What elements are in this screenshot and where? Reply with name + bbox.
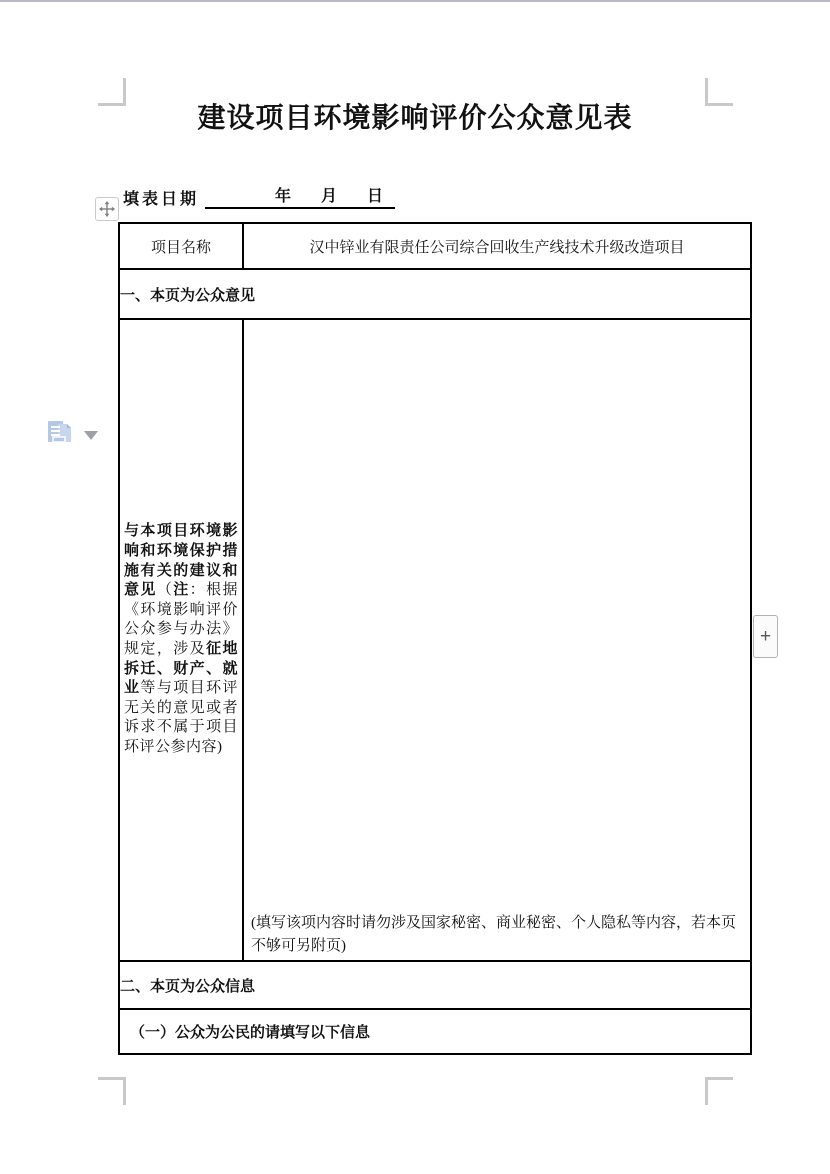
section2-subtitle: （一）公众为公民的请填写以下信息 bbox=[119, 1009, 751, 1054]
opinion-row bbox=[119, 319, 751, 961]
margin-mark-bottom-right bbox=[705, 1077, 733, 1105]
insert-row-plus-button[interactable]: + bbox=[753, 615, 778, 658]
fill-date-line bbox=[123, 186, 395, 209]
project-name-label-cell: 项目名称 bbox=[119, 223, 243, 269]
table-move-icon bbox=[99, 201, 115, 217]
fill-date-day: 日 bbox=[367, 188, 384, 205]
fill-date-label: 填表日期 bbox=[123, 191, 200, 208]
section2-row bbox=[119, 961, 751, 1009]
project-name-row bbox=[119, 223, 751, 269]
margin-mark-bottom-left bbox=[98, 1077, 126, 1105]
table-move-handle[interactable] bbox=[95, 197, 119, 221]
opinion-input-cell[interactable] bbox=[243, 319, 751, 961]
document-title: 建设项目环境影响评价公众意见表 bbox=[197, 103, 633, 134]
paste-options-icon bbox=[44, 418, 76, 450]
window-top-edge bbox=[0, 0, 830, 2]
opinion-label-text: 与本项目环境影响和环境保护措施有关的建议和意见（注：根据《环境影响评价公众参与办法》规定，涉及征地拆迁、财产、就业等与项目环评无关的意见或者诉求不属于项目环评公参内容) bbox=[124, 523, 238, 755]
section1-row bbox=[119, 269, 751, 319]
fill-date-blank[interactable] bbox=[205, 186, 395, 209]
section1-title: 一、本页为公众意见 bbox=[119, 269, 751, 319]
section2-sub-row bbox=[119, 1009, 751, 1054]
opinion-form-table bbox=[118, 222, 752, 1055]
project-name-value-cell: 汉中锌业有限责任公司综合回收生产线技术升级改造项目 bbox=[243, 223, 751, 269]
fill-date-year: 年 bbox=[274, 188, 291, 205]
paste-options-button[interactable] bbox=[44, 418, 76, 450]
opinion-note: (填写该项内容时请勿涉及国家秘密、商业秘密、个人隐私等内容，若本页不够可另附页) bbox=[251, 915, 736, 954]
opinion-input-area[interactable] bbox=[244, 320, 750, 960]
opinion-label-cell bbox=[119, 319, 243, 961]
paste-options-dropdown-icon[interactable] bbox=[84, 431, 98, 440]
fill-date-month: 月 bbox=[320, 188, 337, 205]
section2-title: 二、本页为公众信息 bbox=[119, 961, 751, 1009]
